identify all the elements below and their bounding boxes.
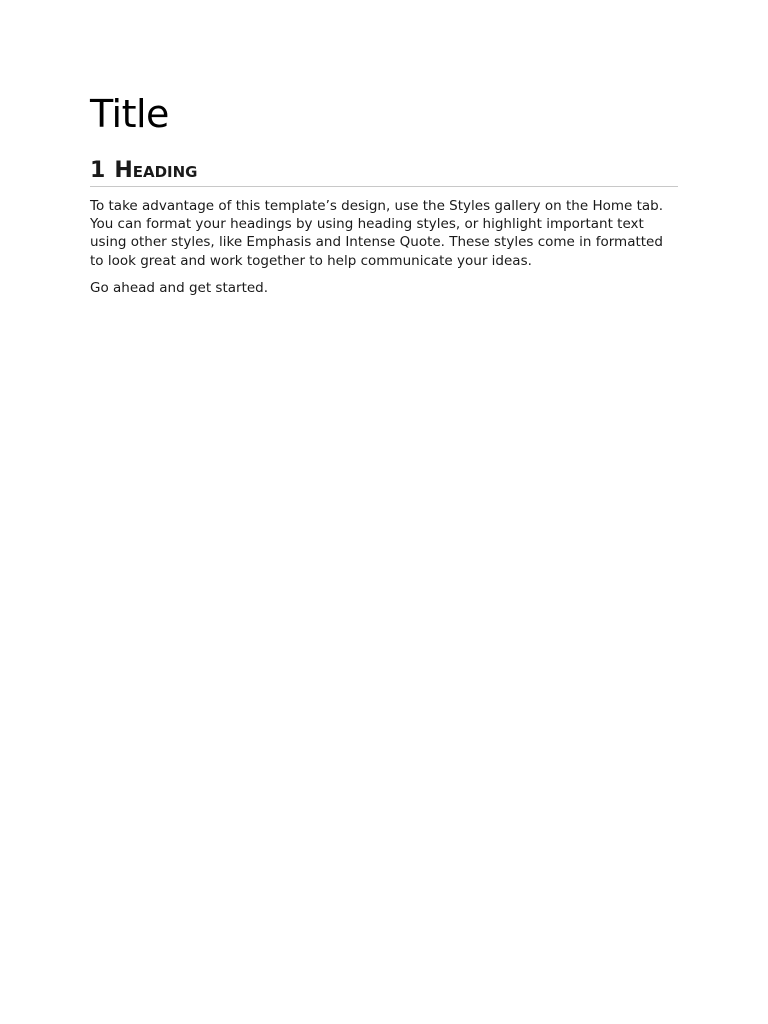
heading-1[interactable] xyxy=(90,158,678,187)
heading-number: 1 xyxy=(90,158,106,183)
body-paragraph[interactable]: To take advantage of this template’s design, use the Styles gallery on the Home tab. You can format your headings by using heading styles, or highlight important text using other styles, like Emphasis and Intense Quote. These styles come in formatted to look great and work together to help communicate your ideas. xyxy=(90,198,664,269)
document-title[interactable]: Title xyxy=(90,92,169,136)
document-body xyxy=(90,90,678,297)
body-paragraph[interactable]: Go ahead and get started. xyxy=(90,279,269,296)
heading-text: Heading xyxy=(114,158,198,183)
